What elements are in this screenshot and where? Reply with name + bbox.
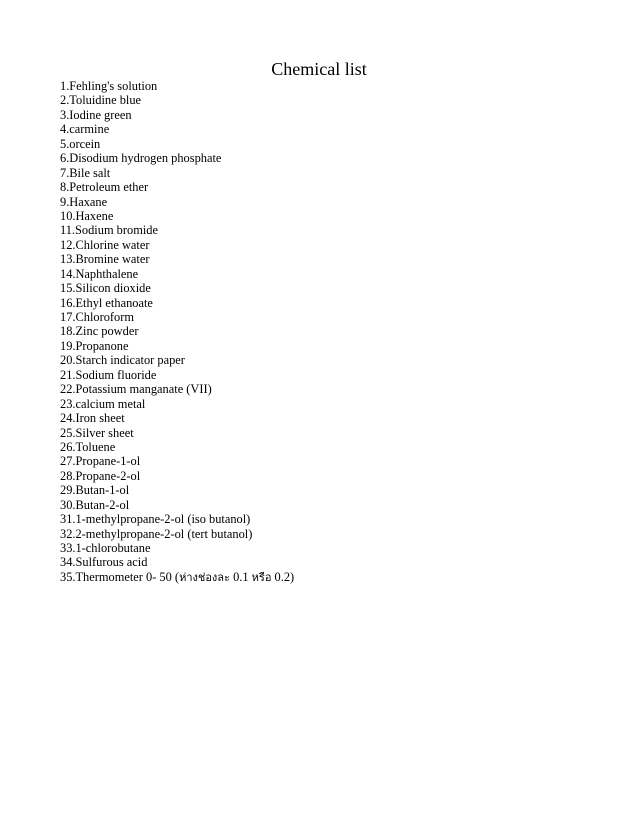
last-item-text-1: 35.Thermometer 0- 50 (	[60, 569, 180, 584]
chemical-list-item: 29.Butan-1-ol	[60, 483, 130, 498]
chemical-list-item: 1.Fehling's solution	[60, 79, 158, 93]
chemical-list-item: 20.Starch indicator paper	[60, 353, 185, 368]
chemical-list-item: 8.Petroleum ether	[60, 180, 149, 195]
chemical-list-item: 17.Chloroform	[60, 310, 134, 324]
chemical-list-item: 21.Sodium fluoride	[60, 367, 157, 382]
chemical-list-item: 22.Potassium manganate (VII)	[60, 382, 212, 397]
chemical-list-item: 15.Silicon dioxide	[60, 281, 151, 296]
chemical-list-item: 6.Disodium hydrogen phosphate	[60, 151, 222, 166]
last-item-thai-1: ห่างช่องละ	[179, 570, 230, 584]
last-item-text-2: 0.1	[229, 569, 252, 584]
chemical-list-item: 4.carmine	[60, 122, 110, 137]
chemical-list	[60, 79, 294, 584]
chemical-list-item: 25.Silver sheet	[60, 425, 134, 440]
chemical-list-item: 9.Haxane	[60, 194, 108, 209]
chemical-list-item: 27.Propane-1-ol	[60, 454, 141, 469]
chemical-list-item: 16.Ethyl ethanoate	[60, 295, 153, 310]
chemical-list-item: 32.2-methylpropane-2-ol (tert butanol)	[60, 526, 253, 541]
chemical-list-item: 19.Propanone	[60, 338, 129, 353]
chemical-list-item: 24.Iron sheet	[60, 411, 125, 426]
chemical-list-item: 18.Zinc powder	[60, 324, 139, 339]
chemical-list-item: 23.calcium metal	[60, 396, 146, 411]
chemical-list-item: 33.1-chlorobutane	[60, 541, 151, 555]
chemical-list-item: 12.Chlorine water	[60, 237, 150, 252]
chemical-list-item: 34.Sulfurous acid	[60, 555, 148, 570]
chemical-list-item: 3.Iodine green	[60, 107, 132, 122]
chemical-list-item: 28.Propane-2-ol	[60, 468, 141, 483]
chemical-list-item: 31.1-methylpropane-2-ol (iso butanol)	[60, 512, 251, 527]
chemical-list-item: 5.orcein	[60, 136, 101, 151]
chemical-list-item: 11.Sodium bromide	[60, 223, 158, 238]
chemical-list-item: 7.Bile salt	[60, 165, 111, 180]
last-item-thai-2: หรือ	[251, 570, 272, 584]
chemical-list-item: 13.Bromine water	[60, 252, 150, 267]
chemical-list-item: 2.Toluidine blue	[60, 93, 142, 108]
chemical-list-item: 14.Naphthalene	[60, 266, 139, 281]
chemical-list-item: 26.Toluene	[60, 439, 116, 454]
chemical-list-item-last	[60, 570, 294, 584]
chemical-list-item: 10.Haxene	[60, 208, 114, 223]
document-title: Chemical list	[271, 59, 367, 79]
chemical-list-item: 30.Butan-2-ol	[60, 497, 130, 512]
last-item-text-3: 0.2)	[271, 569, 295, 584]
